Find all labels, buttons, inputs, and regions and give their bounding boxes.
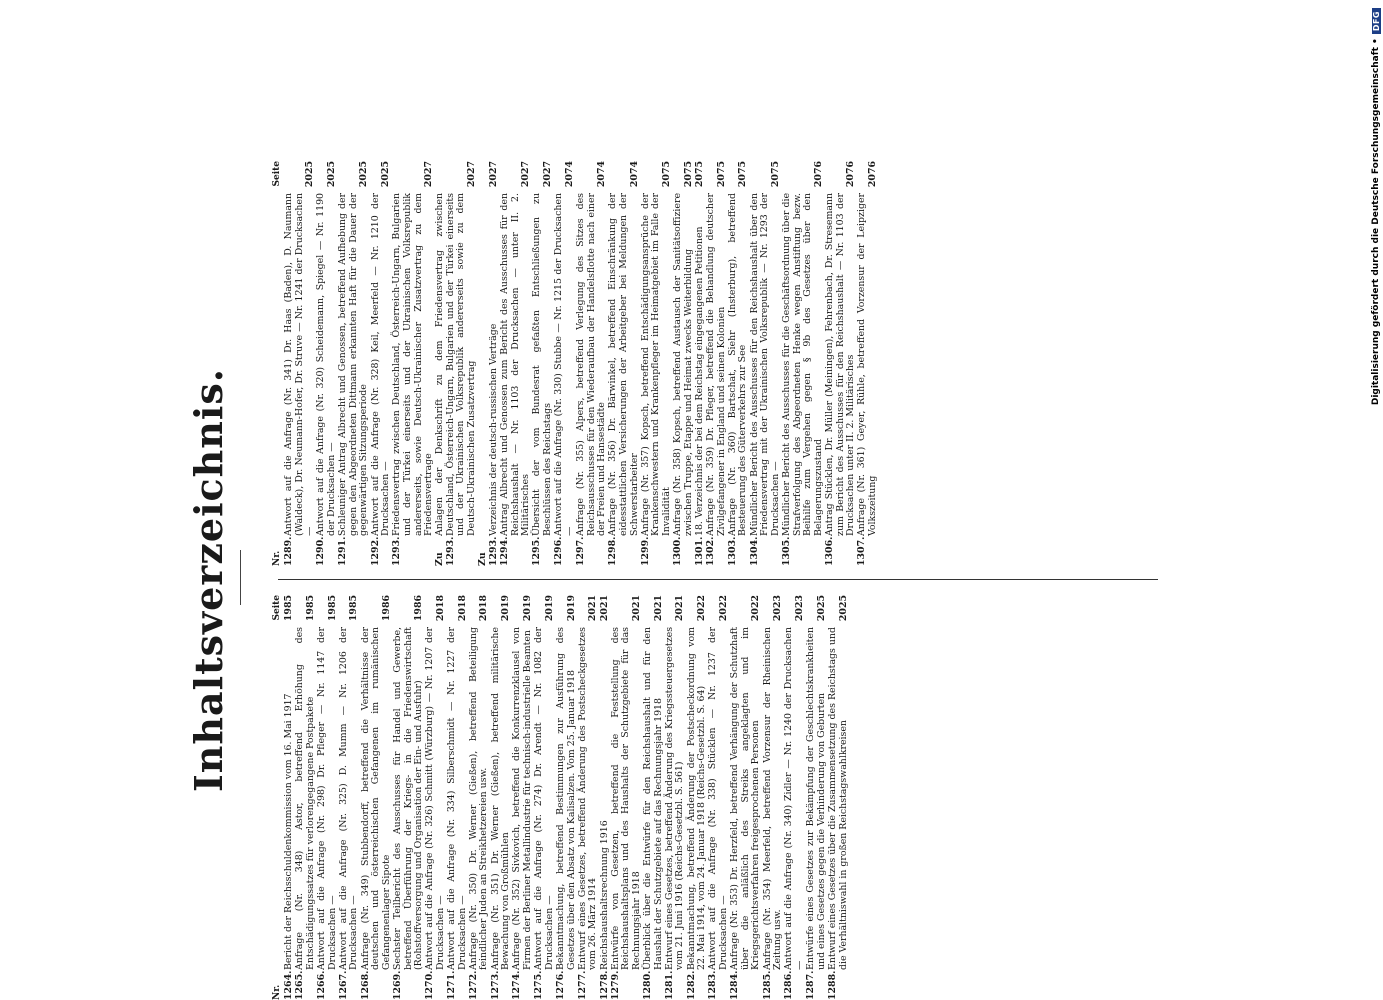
entry-title: Entwurf eines Gesetzes, betreffend Änderung des Kriegssteuergesetzes vom 21. Juni 1916 (Reichs-Gesetzbl. S. 561)	[663, 627, 686, 970]
toc-entry	[393, 595, 425, 1000]
entry-title: Mündlicher Bericht des Ausschusses für den Reichshaushalt über den Friedensvertrag mit der Ukrainischen Volksrepublik — Nr. 1293 der Drucksachen —	[748, 193, 781, 536]
toc-entries-left	[284, 595, 849, 1000]
entry-page: 2021	[652, 595, 664, 622]
entry-number: 1304.	[748, 536, 760, 566]
toc-entry	[554, 161, 575, 566]
toc-entry	[673, 161, 694, 566]
entry-page: 2027	[520, 161, 532, 188]
toc-column-right	[270, 161, 1175, 566]
entry-number: 1269.	[391, 970, 403, 1000]
entry-number: 1294.	[499, 536, 511, 566]
page-column-label: Seite	[272, 161, 282, 187]
entry-title: Anfrage (Nr. 353) Dr. Herzfeld, betreffend Verhängung der Schutzhaft über die anläßlich des Streiks angeklagten und im Kriegsgerichtsverfahren freigesprochenen Personen	[729, 627, 762, 970]
entry-page: 2019	[565, 595, 577, 622]
entry-page: 2075	[737, 161, 749, 188]
entry-page: 2018	[434, 595, 446, 622]
entry-page: 2027	[487, 161, 499, 188]
entry-number: 1286.	[783, 970, 795, 1000]
entry-page: 2025	[325, 161, 337, 188]
entry-title: Antrag Albrecht und Genossen zum Bericht des Ausschusses für den Reichshaushalt — Nr. 1103 der Drucksachen — unter II. 2. Militärisches	[499, 193, 532, 536]
entry-title: Anfrage (Nr. 351) Dr. Werner (Gießen), betreffend militärische Bewachung von Großmühlen	[489, 627, 512, 970]
entry-page: 2021	[630, 595, 642, 622]
entry-number: 1275.	[533, 970, 545, 1000]
entry-page: 2018	[456, 595, 468, 622]
entry-title: Friedensvertrag zwischen Deutschland, Österreich-Ungarn, Bulgarien und der Türkei einerseits und der Ukrainischen Volksrepublik andererseits, sowie Deutsch-Ukrainischer Zusatzvertrag zu dem Friedensvertrage	[391, 193, 435, 536]
entry-number: 1287.	[805, 970, 817, 1000]
digitization-sidebar	[1368, 8, 1382, 992]
toc-entry	[728, 161, 749, 566]
toc-entry	[316, 161, 337, 566]
entry-number: 1290.	[315, 536, 327, 566]
toc-entry	[687, 595, 708, 1000]
toc-entry	[608, 161, 640, 566]
entry-page: 2076	[812, 161, 824, 188]
page-title: Inhaltsverzeichnis.	[186, 368, 231, 792]
entry-number: 1307.	[856, 536, 868, 566]
toc-entry	[643, 595, 664, 1000]
entry-number: 1295.	[531, 536, 543, 566]
entry-page: 2023	[793, 595, 805, 622]
column-divider	[278, 579, 1158, 580]
toc-entry	[576, 161, 608, 566]
entry-title: Reichshaushaltsrechnung 1916	[598, 820, 610, 970]
entry-page: 2022	[696, 595, 708, 622]
entry-title: Anfrage (Nr. 354) Meerfeld, betreffend Vorzensur der Rheinischen Zeitung usw.	[761, 627, 784, 970]
entry-title: Anfrage (Nr. 361) Geyer, Rühle, betreffend Vorzensur der Leipziger Volkszeitung	[856, 193, 878, 536]
entry-page: 2075	[715, 161, 727, 188]
entry-number: 1305.	[781, 536, 792, 566]
toc-column-left	[270, 595, 1175, 1000]
entry-number: 1303.	[726, 536, 738, 566]
entry-number: 1306.	[823, 536, 835, 566]
toc-entry	[611, 595, 643, 1000]
toc-entry	[491, 595, 512, 1000]
entry-title: Antwort auf die Anfrage (Nr. 334) Silberschmidt — Nr. 1227 der Drucksachen —	[446, 627, 468, 970]
title-divider	[240, 550, 241, 605]
entry-number: 1272.	[467, 970, 479, 1000]
toc-entry	[447, 595, 468, 1000]
entry-page: 2076	[845, 161, 857, 188]
entry-page: 2074	[628, 161, 640, 188]
toc-entry	[500, 161, 532, 566]
number-column-label: Nr.	[272, 984, 282, 1000]
toc-entry	[828, 595, 849, 1000]
toc-entry	[665, 595, 686, 1000]
entry-title: Anfrage (Nr. 348) Astor, betreffend Erhöhung des Entschädigungssatzes für verlorengegangene Postpakete	[294, 627, 316, 970]
entry-title: Antwort auf die Anfrage (Nr. 340) Zidler — Nr. 1240 der Drucksachen —	[783, 627, 805, 970]
toc-entry	[284, 595, 295, 1000]
digitization-credit: Digitalisierung gefördert durch die Deutsche Forschungsgemeinschaft •	[1371, 38, 1381, 406]
entry-title: Anlagen der Denkschrift zu dem Friedensvertrag zwischen Deutschland, Österreich-Ungarn, Bulgarien und der Türkei einerseits und der Ukrainischen Volksrepublik andererseits sowie zu dem Deutsch-Ukrainischen Zusatzvertrag	[434, 193, 478, 536]
entry-title: Bekanntmachung, betreffend Bestimmungen zur Ausführung des Gesetzes über den Absatz von Kalisalzen. Vom 25. Januar 1918	[554, 627, 577, 970]
entry-number: Zu 1293.	[477, 536, 499, 566]
entry-page: 2075	[693, 161, 705, 188]
entry-title: Bericht der Reichsschuldenkommission vom 16. Mai 1917	[283, 693, 294, 970]
entry-page: 1985	[326, 595, 338, 622]
entry-title: 18. Verzeichnis der bei dem Reichstag eingegangenen Petitionen	[693, 226, 705, 536]
entry-title: Bekanntmachung, betreffend Änderung der Postscheckordnung vom 22. Mai 1914, vom 24. Januar 1918 (Reichs-Gesetzbl. S. 64)	[685, 627, 708, 970]
entry-number: 1288.	[826, 970, 838, 1000]
entry-number: 1278.	[598, 970, 610, 1000]
page-column-label: Seite	[272, 595, 282, 621]
entry-number: 1267.	[337, 970, 349, 1000]
entry-number: 1291.	[337, 536, 349, 566]
entry-number: 1293.	[391, 536, 403, 566]
toc-entry	[784, 595, 805, 1000]
entry-title: Anfrage (Nr. 349) Stubbendorff, betreffend die Verhältnisse der deutschen und österreichischen Gefangenen im rumänischen Gefangenenlager Sipote	[359, 627, 392, 970]
entry-number: Zu 1293.	[434, 536, 456, 566]
toc-entry	[556, 595, 577, 1000]
toc-entry	[763, 595, 784, 1000]
entry-page: 2027	[466, 161, 478, 188]
entry-page: 2027	[542, 161, 553, 188]
entry-page: 2025	[304, 161, 316, 188]
toc-entry	[512, 595, 533, 1000]
entry-number: 1282.	[685, 970, 697, 1000]
entry-title: Schleuniger Antrag Albrecht und Genossen, betreffend Aufhebung der gegen den Abgeordneten Dittmann erkannten Haft für die Dauer der gegenwärtigen Sitzungsperiode	[337, 193, 370, 536]
toc-entry	[600, 595, 611, 1000]
entry-page: 2025	[380, 161, 392, 188]
entry-title: Überblick über die Entwürfe für den Reichshaushalt und für den Haushalt der Schutzgebiete auf das Rechnungsjahr 1918	[642, 627, 664, 970]
entry-page: 1985	[348, 595, 360, 622]
number-column-label: Nr.	[272, 550, 282, 566]
entry-page: 2021	[674, 595, 686, 622]
entry-number: 1273.	[489, 970, 501, 1000]
entry-title: Sechster Teilbericht des Ausschusses für Handel und Gewerbe, betreffend Überführung der Kriegs- in die Friedenswirtschaft (Rohstoffversorgung und Organisation der Ein- und Ausfuhr)	[391, 627, 425, 970]
toc-entry	[782, 161, 824, 566]
toc-entry	[284, 161, 316, 566]
entry-title: Antwort auf die Anfrage (Nr. 298) Dr. Pfleger — Nr. 1147 der Drucksachen —	[315, 627, 338, 970]
entry-number: 1268.	[359, 970, 371, 1000]
entry-title: Anfrage (Nr. 350) Dr. Werner (Gießen), betreffend Beteiligung feindlicher Juden an Streikhetzereien usw.	[467, 627, 490, 970]
toc-entry	[295, 595, 316, 1000]
entry-title: Anfrage (Nr. 356) Dr. Bärwinkel, betreffend Einschränkung der eidesstattlichen Versicherungen der Arbeitgeber bei Meldungen der Schwerstarbeiter	[607, 193, 640, 536]
toc-entry	[750, 161, 782, 566]
toc-entry	[361, 595, 393, 1000]
toc-entry	[806, 595, 827, 1000]
entry-number: 1270.	[424, 970, 436, 1000]
toc-entry	[825, 161, 857, 566]
entry-number: 1264.	[283, 970, 294, 1000]
toc-entry	[730, 595, 762, 1000]
entry-title: Antwort auf die Anfrage (Nr. 320) Scheidemann, Spiegel — Nr. 1190 der Drucksachen —	[315, 193, 337, 536]
toc-entry	[338, 161, 370, 566]
toc-entry	[317, 595, 338, 1000]
column-header	[270, 161, 284, 566]
entry-title: Antwort auf die Anfrage (Nr. 330) Stubbe — Nr. 1215 der Drucksachen —	[553, 193, 575, 536]
toc-entries-right	[284, 161, 879, 566]
toc-entry	[435, 161, 477, 566]
entry-page: 1985	[283, 595, 294, 622]
entry-number: 1299.	[639, 536, 651, 566]
entry-number: 1284.	[729, 970, 741, 1000]
entry-page: 2019	[543, 595, 555, 622]
entry-page: 2021	[598, 595, 610, 622]
entry-number: 1302.	[705, 536, 717, 566]
toc-entry	[578, 595, 599, 1000]
column-header	[270, 595, 284, 1000]
entry-page: 2074	[563, 161, 575, 188]
toc-entry	[534, 595, 555, 1000]
entry-page: 2018	[478, 595, 490, 622]
entry-title: Anfrage (Nr. 352) Sivkovich, betreffend die Konkurrenzklausel von Firmen der Berliner Metallindustrie für technisch-industrielle Beamten	[511, 627, 533, 970]
entry-page: 2023	[772, 595, 784, 622]
entry-title: Anfrage (Nr. 355) Alpers, betreffend Verlegung des Sitzes des Reichsausschusses für den Wiederaufbau der Handelsflotte nach einer der Freien und Hansestädte	[574, 193, 608, 536]
entry-page: 2025	[358, 161, 370, 188]
entry-title: Antwort auf die Anfrage (Nr. 274) Dr. Arendt — Nr. 1082 der Drucksachen —	[533, 627, 555, 970]
entry-page: 2022	[718, 595, 730, 622]
toc-entry	[478, 161, 499, 566]
entry-page: 2021	[587, 595, 599, 622]
entry-title: Mündlicher Bericht des Ausschusses für die Geschäftsordnung über die Strafverfolgung des Abgeordneten Henke wegen Anstiftung bezw. Beihilfe zum Vergehen gegen § 9b des Gesetzes über den Belagerungszustand	[781, 193, 824, 536]
entry-page: 1986	[413, 595, 425, 622]
toc-entry	[708, 595, 729, 1000]
entry-number: 1281.	[663, 970, 675, 1000]
entry-page: 2025	[815, 595, 827, 622]
entry-title: Antwort auf die Anfrage (Nr. 328) Keil, Meerfeld — Nr. 1210 der Drucksachen —	[369, 193, 392, 536]
entry-number: 1265.	[294, 970, 306, 1000]
toc-entry	[857, 161, 878, 566]
entry-title: Antwort auf die Anfrage (Nr. 341) Dr. Haas (Baden), D. Naumann (Waldeck), Dr. Neumann-Hofer, Dr. Struve — Nr. 1241 der Drucksachen —	[283, 193, 316, 536]
toc-entry	[339, 595, 360, 1000]
entry-title: Antrag Stücklen, Dr. Müller (Meiningen), Fehrenbach, Dr. Stresemann zum Bericht des Ausschusses für den Reichshaushalt — Nr. 1103 der Drucksachen unter II. 2. Militärisches	[823, 193, 857, 536]
entry-title: Verzeichnis der deutsch-russischen Verträge	[487, 323, 499, 536]
entry-page: 2022	[750, 595, 762, 622]
toc-entry	[706, 161, 727, 566]
entry-number: 1289.	[283, 536, 294, 566]
entry-number: 1266.	[315, 970, 327, 1000]
entry-page: 2074	[596, 161, 608, 188]
entry-title: Entwurf eines Gesetzes über die Zusammensetzung des Reichstags und die Verhältniswahl in großen Reichstagswahlkreisen	[826, 627, 849, 970]
entry-number: 1301.	[693, 536, 705, 566]
entry-page: 1986	[380, 595, 392, 622]
entry-title: Übersicht der vom Bundesrat gefaßten Entschließungen zu Beschlüssen des Reichstags	[531, 193, 553, 536]
entry-title: Anfrage (Nr. 360) Bartschat, Siehr (Insterburg), betreffend Besteuerung des Güterverkehrs zur See	[726, 193, 749, 536]
entry-page: 2075	[660, 161, 672, 188]
entry-page: 2019	[500, 595, 512, 622]
entry-title: Antwort auf die Anfrage (Nr. 325) D. Mumm — Nr. 1206 der Drucksachen —	[337, 627, 360, 970]
entry-number: 1285.	[761, 970, 773, 1000]
dfg-logo-badge: DFG	[1372, 8, 1381, 34]
entry-number: 1279.	[609, 970, 621, 1000]
entry-number: 1276.	[554, 970, 566, 1000]
entry-page: 2025	[837, 595, 849, 622]
entry-number: 1271.	[446, 970, 458, 1000]
toc-entry	[425, 595, 446, 1000]
entry-page: 2075	[682, 161, 694, 188]
entry-title: Anfrage (Nr. 357) Kopsch, betreffend Entschädigungsansprüche der Krankenschwestern und Krankenpfleger im Heimatgebiet im Falle der Invalidität	[639, 193, 672, 536]
entry-number: 1296.	[553, 536, 565, 566]
entry-title: Anfrage (Nr. 358) Kopsch, betreffend Austausch der Sanitätsoffiziere zwischen Truppe, Etappe und Heimat zwecks Weiterbildung	[672, 193, 694, 536]
toc-entry	[392, 161, 434, 566]
entry-page: 2076	[866, 161, 878, 188]
entry-number: 1280.	[642, 970, 654, 1000]
toc-entry	[371, 161, 392, 566]
toc-entry	[469, 595, 490, 1000]
entry-title: Entwurf eines Gesetzes, betreffend Änderung des Postscheckgesetzes vom 26. März 1914	[576, 627, 599, 970]
entry-title: Entwürfe von Gesetzen, betreffend die Feststellung des Reichshaushaltsplans und des Haushalts der Schutzgebiete für das Rechnungsjahr 1918	[609, 627, 642, 970]
entry-title: Antwort auf die Anfrage (Nr. 338) Stücklen — Nr. 1237 der Drucksachen —	[707, 627, 730, 970]
toc-entry	[695, 161, 706, 566]
entry-number: 1300.	[672, 536, 684, 566]
entry-number: 1298.	[607, 536, 619, 566]
entry-number: 1297.	[574, 536, 586, 566]
entry-page: 1985	[304, 595, 316, 622]
rotated-page-content	[180, 160, 1180, 1000]
toc-entry	[641, 161, 673, 566]
entry-number: 1292.	[369, 536, 381, 566]
entry-title: Antwort auf die Anfrage (Nr. 326) Schmitt (Würzburg) — Nr. 1207 der Drucksachen —	[424, 627, 446, 970]
toc-entry	[532, 161, 553, 566]
entry-page: 2075	[769, 161, 781, 188]
entry-number: 1283.	[707, 970, 719, 1000]
entry-number: 1274.	[511, 970, 523, 1000]
entry-number: 1277.	[576, 970, 588, 1000]
entry-page: 2027	[423, 161, 435, 188]
entry-title: Entwürfe eines Gesetzes zur Bekämpfung der Geschlechtskrankheiten und eines Gesetzes gegen die Verhinderung von Geburten	[805, 627, 827, 970]
entry-title: Anfrage (Nr. 359) Dr. Pfleger, betreffend die Behandlung deutscher Zivilgefangener in England und seinen Kolonien	[705, 193, 727, 536]
entry-page: 2019	[522, 595, 533, 622]
